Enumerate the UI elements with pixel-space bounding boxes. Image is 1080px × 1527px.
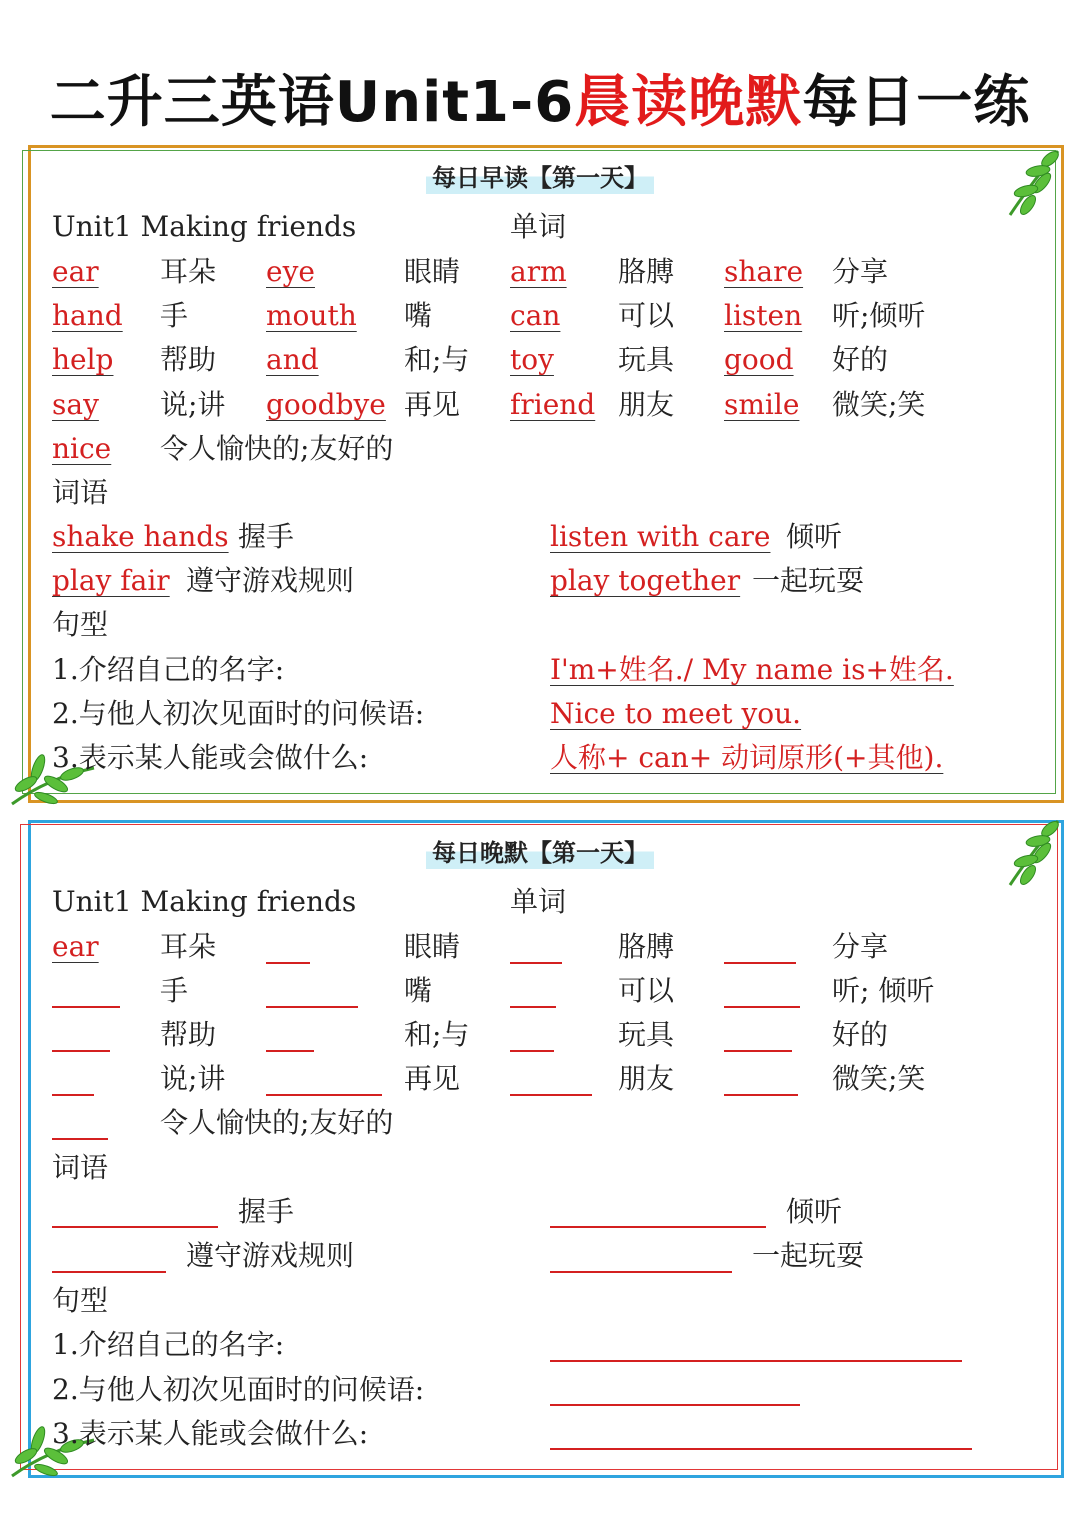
answer-blank[interactable] [52, 1006, 120, 1008]
word-en: friend [510, 388, 596, 421]
answer-blank[interactable] [510, 1050, 554, 1052]
answer-blank[interactable] [266, 1050, 314, 1052]
word-cn: 朋友 [618, 388, 675, 421]
sentence-question: 3.表示某人能或会做什么: [52, 741, 369, 774]
sentence-question: 3.表示某人能或会做什么: [52, 1417, 369, 1450]
answer-blank[interactable] [510, 1094, 592, 1096]
word-cn: 再见 [404, 1062, 461, 1095]
phrase-cn: 握手 [238, 520, 295, 553]
answer-blank[interactable] [550, 1360, 962, 1362]
answer-blank[interactable] [266, 1094, 382, 1096]
phrase-en: shake hands [52, 520, 229, 553]
word-en: can [510, 299, 561, 332]
word-cn: 帮助 [160, 1018, 217, 1051]
phrases-label: 词语 [52, 1151, 109, 1184]
answer-blank[interactable] [724, 1094, 798, 1096]
answer-blank[interactable] [724, 1006, 800, 1008]
words-label: 单词 [510, 210, 567, 243]
word-en: eye [266, 255, 315, 288]
word-cn: 耳朵 [160, 930, 217, 963]
word-cn: 眼睛 [404, 255, 461, 288]
word-cn: 微笑;笑 [832, 1062, 926, 1095]
phrase-en: play fair [52, 564, 170, 597]
word-cn: 嘴 [404, 299, 433, 332]
answer-blank[interactable] [550, 1271, 732, 1273]
answer-blank[interactable] [724, 1050, 792, 1052]
phrases-label: 词语 [52, 476, 109, 509]
unit-title: Unit1 Making friends [52, 210, 357, 243]
word-cn: 好的 [832, 1018, 889, 1051]
word-cn: 好的 [832, 343, 889, 376]
sentence-question: 2.与他人初次见面时的问候语: [52, 1373, 425, 1406]
word-cn: 令人愉快的;友好的 [160, 432, 394, 465]
word-en: share [724, 255, 804, 288]
word-cn: 胳膊 [618, 255, 675, 288]
word-en: and [266, 343, 319, 376]
word-cn: 说;讲 [160, 388, 226, 421]
word-cn: 手 [160, 299, 189, 332]
word-en: mouth [266, 299, 357, 332]
morning-header: 每日早读【第一天】 [0, 158, 1080, 193]
phrase-en: play together [550, 564, 741, 597]
phrase-cn: 一起玩耍 [752, 564, 865, 597]
word-cn: 嘴 [404, 974, 433, 1007]
word-en: arm [510, 255, 567, 288]
sentences-label: 句型 [52, 1284, 109, 1317]
answer-blank[interactable] [510, 1006, 556, 1008]
word-en: goodbye [266, 388, 386, 421]
title-highlight: 晨读晚默 [574, 70, 803, 135]
word-cn: 可以 [618, 974, 675, 1007]
word-cn: 分享 [832, 255, 889, 288]
word-cn: 玩具 [618, 1018, 675, 1051]
word-en: toy [510, 343, 554, 376]
phrase-cn: 遵守游戏规则 [186, 1239, 355, 1272]
word-cn: 胳膊 [618, 930, 675, 963]
word-cn: 朋友 [618, 1062, 675, 1095]
word-cn: 再见 [404, 388, 461, 421]
word-en: ear [52, 930, 99, 963]
page-title [0, 58, 1080, 138]
phrase-cn: 倾听 [786, 520, 843, 553]
answer-blank[interactable] [52, 1138, 108, 1140]
word-cn: 玩具 [618, 343, 675, 376]
answer-blank[interactable] [52, 1094, 94, 1096]
word-cn: 眼睛 [404, 930, 461, 963]
sentence-answer: Nice to meet you. [550, 697, 802, 730]
word-cn: 可以 [618, 299, 675, 332]
phrase-cn: 遵守游戏规则 [186, 564, 355, 597]
word-cn: 手 [160, 974, 189, 1007]
word-en: say [52, 388, 99, 421]
answer-blank[interactable] [266, 1006, 358, 1008]
phrase-cn: 握手 [238, 1195, 295, 1228]
sentence-answer: 人称+ can+ 动词原形(+其他). [550, 741, 944, 774]
answer-blank[interactable] [550, 1448, 972, 1450]
word-cn: 和;与 [404, 343, 470, 376]
answer-blank[interactable] [724, 962, 796, 964]
title-part1: 二升三英语Unit1-6 [49, 70, 575, 135]
evening-header: 每日晚默【第一天】 [0, 833, 1080, 868]
sentence-question: 2.与他人初次见面时的问候语: [52, 697, 425, 730]
sentence-question: 1.介绍自己的名字: [52, 1328, 285, 1361]
word-en: hand [52, 299, 123, 332]
word-en: help [52, 343, 114, 376]
answer-blank[interactable] [550, 1226, 766, 1228]
word-en: listen [724, 299, 803, 332]
answer-blank[interactable] [52, 1050, 110, 1052]
word-en: smile [724, 388, 800, 421]
answer-blank[interactable] [266, 962, 310, 964]
answer-blank[interactable] [550, 1404, 800, 1406]
sentence-question: 1.介绍自己的名字: [52, 653, 285, 686]
word-cn: 听;倾听 [832, 299, 926, 332]
word-en: ear [52, 255, 99, 288]
answer-blank[interactable] [52, 1226, 218, 1228]
sentences-label: 句型 [52, 608, 109, 641]
answer-blank[interactable] [52, 1271, 166, 1273]
word-en: nice [52, 432, 112, 465]
answer-blank[interactable] [510, 962, 562, 964]
word-cn: 帮助 [160, 343, 217, 376]
unit-title: Unit1 Making friends [52, 885, 357, 918]
word-cn: 微笑;笑 [832, 388, 926, 421]
sentence-answer: I'm+姓名./ My name is+姓名. [550, 653, 954, 686]
phrase-en: listen with care [550, 520, 771, 553]
word-cn: 说;讲 [160, 1062, 226, 1095]
word-en: good [724, 343, 794, 376]
phrase-cn: 一起玩耍 [752, 1239, 865, 1272]
phrase-cn: 倾听 [786, 1195, 843, 1228]
words-label: 单词 [510, 885, 567, 918]
word-cn: 耳朵 [160, 255, 217, 288]
word-cn: 分享 [832, 930, 889, 963]
word-cn: 听; 倾听 [832, 974, 935, 1007]
word-cn: 令人愉快的;友好的 [160, 1106, 394, 1139]
word-cn: 和;与 [404, 1018, 470, 1051]
title-part3: 每日一练 [802, 70, 1031, 135]
